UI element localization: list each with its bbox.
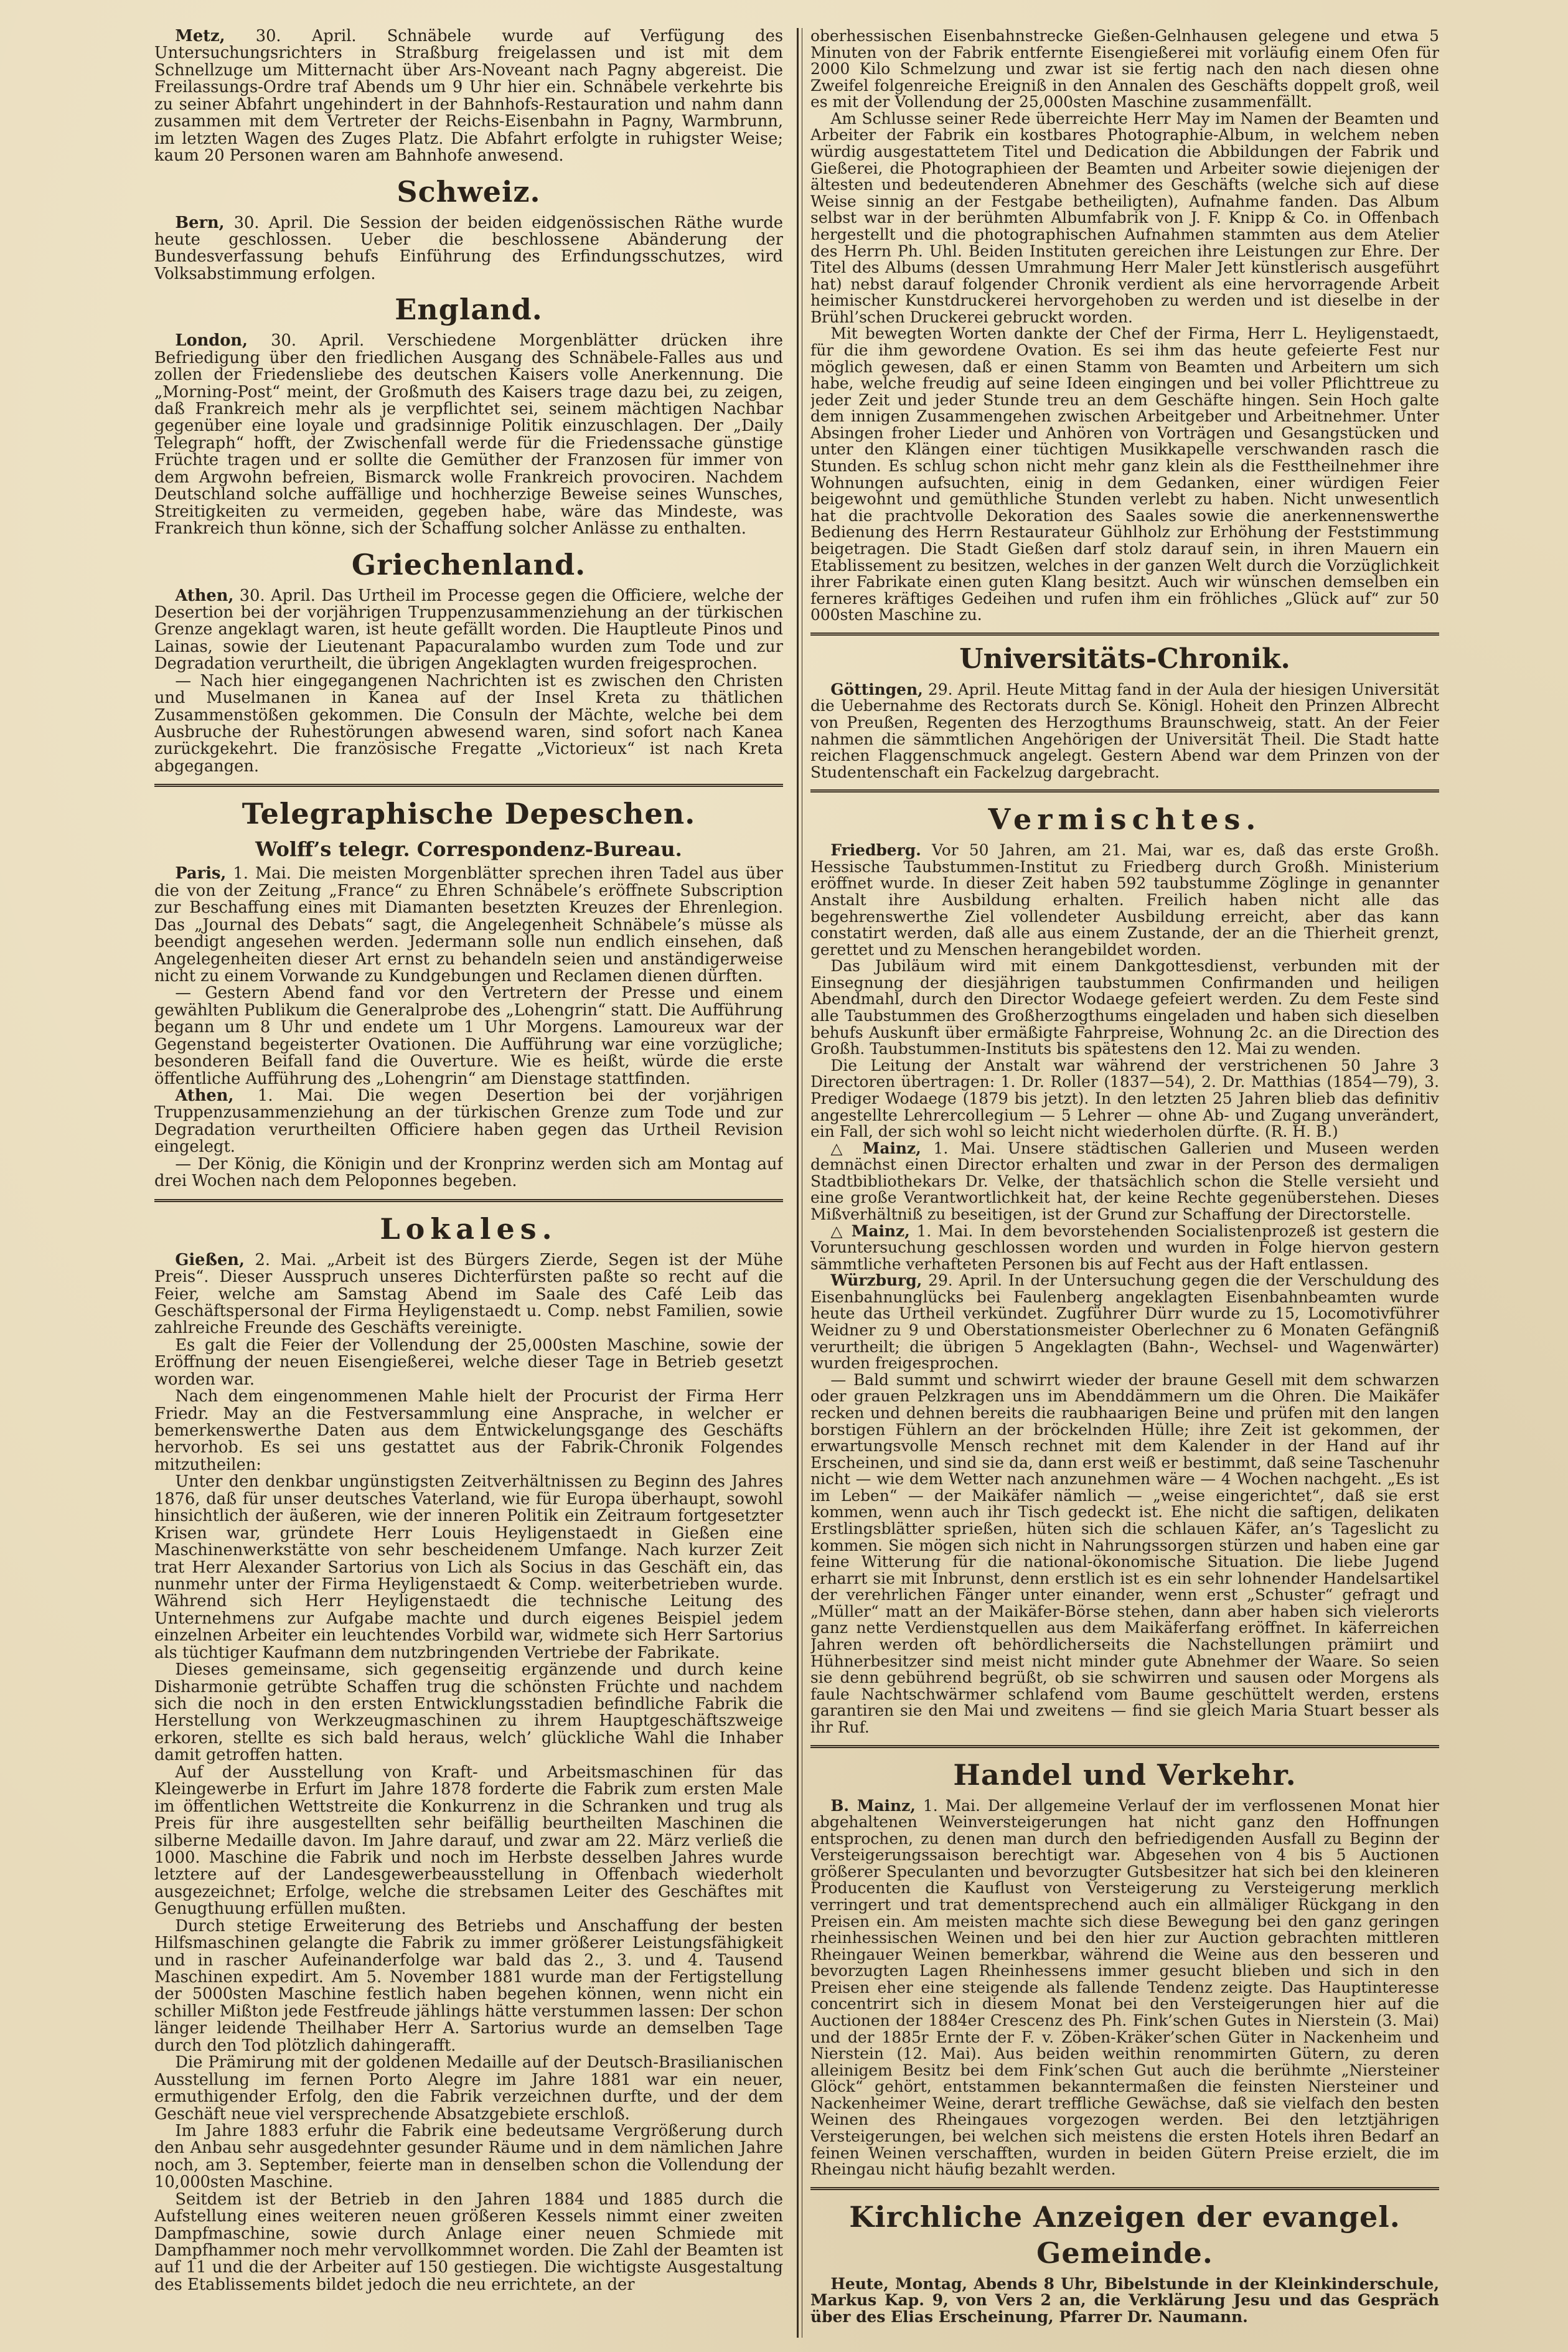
handel-paragraph <box>810 1798 1439 2178</box>
griechenland-paragraph <box>154 588 783 673</box>
vermischtes-heading: Vermischtes. <box>988 802 1262 837</box>
giessen-dateline: Gießen, <box>175 1250 245 1269</box>
telegraphische-heading: Telegraphische Depeschen. <box>242 797 696 831</box>
goettingen-dateline: Göttingen, <box>830 680 923 699</box>
vermischtes-text-6: 29. April. In der Untersuchung gegen die der Verschuldung des Eisenbahnunglücks bei Faulenberg angeklagten Eisenbahnbeamten wurde heute das Urtheil verkündet. Zugführer Dürr wurde zu 15, Locomotivführer Weidner zu 9 und Oberstationsmeister Oberlechner zu 6 Monaten Gefängniß verurtheilt; die übrigen 5 Angeklagten (Bahn-, Wechsel- und Wagenwärter) wurden freigesprochen. <box>810 1271 1439 1373</box>
vermischtes-paragraph-1 <box>810 842 1439 958</box>
lokales-paragraph-9: Im Jahre 1883 erfuhr die Fabrik eine bedeutsame Vergrößerung durch den Anbau sehr ausgedehnter gesunder Räume und in dem nämlichen Jahre noch, am 3. September, feierte man in denselben schon die Vollendung der 10,000sten Maschine. <box>154 2121 783 2192</box>
paris-text: 1. Mai. Die meisten Morgenblätter sprechen ihren Tadel aus über die von der Zeitung „France“ zu Ehren Schnäbele’s eröffnete Subscription zur Beschaffung eines mit Diamanten besetzten Kreuzes der Ehrenlegion. Das „Journal des Debats“ sagt, die Angelegenheit Schnäbele’s müsse als beendigt angesehen werden. Jedermann solle nun endlich einsehen, daß Angelegenheiten dieser Art ernst zu behandeln seien und anständigerweise nicht zu einem Vorwande zu Kundgebungen und Reclamen dienen dürften. <box>154 864 783 985</box>
lokales-cont-paragraph-2: Am Schlusse seiner Rede überreichte Herr May im Namen der Beamten und Arbeiter der Fabrik ein kostbares Photographie-Album, in welchem neben würdig ausgestattetem Titel und Dedication die Abbildungen der Fabrik und Gießerei, die Photographieen der Beamten und Arbeiter sowie diejenigen der ältesten und bedeutenderen Abnehmer des Geschäfts (welche sich auf diese Weise sinnig an der Festgabe betheiligten), Aufnahme fanden. Das Album selbst war in der berühmten Albumfabrik von J. F. Knipp & Co. in Offenbach hergestellt und die photographischen Aufnahmen stammten aus dem Atelier des Herrn Ph. Uhl. Beiden Instituten gereichen ihre Leistungen zur Ehre. Der Titel des Albums (dessen Umrahmung Herr Maler Jett künstlerisch ausgeführt hat) nebst darauf folgender Chronik verdient als eine hervorragende Arbeit heimischer Kunstdruckerei hervorgehoben zu werden und ist dieselbe in der Brühl’schen Druckerei gebruckt worden. <box>810 109 1439 326</box>
athen-text: 1. Mai. Die wegen Desertion bei der vorjährigen Truppenzusammenziehung an der türkischen Grenze zum Tode und zur Degradation verurtheilten Officiere haben gegen das Urtheil Revision eingelegt. <box>154 1086 783 1157</box>
universitaet-text: 29. April. Heute Mittag fand in der Aula der hiesigen Universität die Uebernahme des Rectorats durch Se. Königl. Hoheit den Prinzen Albrecht von Preußen, Regenten des Herzogthums Braunschweig, statt. An der Feier nahmen die sämmtlichen Angehörigen der Universität Theil. Die Stadt hatte reichen Flaggenschmuck angelegt. Gestern Abend war dem Prinzen von der Studentenschaft ein Fackelzug dargebracht. <box>810 680 1439 781</box>
right-column <box>810 28 1439 2331</box>
universitaet-paragraph <box>810 682 1439 781</box>
kirchliche-paragraph: Heute, Montag, Abends 8 Uhr, Bibelstunde in der Kleinkinderschule, Markus Kap. 9, von Vers 2 an, die Verklärung Jesu und das Gespräch über des Elias Erscheinung, Pfarrer Dr. Naumann. <box>810 2274 1439 2326</box>
england-heading: England. <box>395 293 543 327</box>
vermischtes-text-4: 1. Mai. Unsere städtischen Gallerien und Museen werden demnächst einen Director erhalten und zwar in der Person des dermaligen Stadtbibliothekars Dr. Velke, der thatsächlich schon die Stelle versieht und eine große Verantwortlichkeit hat, der keine Rechte gegenüberstehen. Dieses Mißverhältniß zu beseitigen, ist der Grund zur Schaffung der Directorstelle. <box>810 1139 1439 1223</box>
left-column <box>154 28 783 2331</box>
section-divider <box>154 784 783 787</box>
vermischtes-paragraph-4 <box>810 1141 1439 1223</box>
paris-paragraph-2: — Gestern Abend fand vor den Vertretern der Presse und einem gewählten Publikum die Generalprobe des „Lohengrin“ statt. Die Aufführung begann um 8 Uhr und endete um 1 Uhr Morgens. Lamoureux war der Gegenstand begeisterter Ovationen. Die Aufführung war eine vorzügliche; besonderen Beifall fand die Ouverture. Wie es heißt, würde die erste öffentliche Aufführung des „Lohengrin“ am Dienstage stattfinden. <box>154 984 783 1088</box>
vermischtes-text-5: 1. Mai. In dem bevorstehenden Socialistenprozeß ist gestern die Voruntersuchung geschlossen worden und wurden in Folge hiervon gestern sämmtliche verhafteten Personen bis auf Fecht aus der Haft entlassen. <box>810 1221 1439 1273</box>
lokales-paragraph-3: Nach dem eingenommenen Mahle hielt der Procurist der Firma Herr Friedr. May an die Festversammlung eine Ansprache, in welcher er bemerkenswerthe Daten aus dem Entwickelungsgange des Geschäfts hervorhob. Es sei uns gestattet aus der Fabrik-Chronik Folgendes mitzutheilen: <box>154 1387 783 1474</box>
lokales-paragraph-7: Durch stetige Erweiterung des Betriebs und Anschaffung der besten Hilfsmaschinen gelangte die Fabrik zu immer größerer Leistungsfähigkeit und in rascher Aufeinanderfolge war bald das 2., 3. und 4. Tausend Maschinen expedirt. Am 5. November 1881 wurde man der Fertigstellung der 5000sten Maschine festlich haben begehen können, wenn nicht ein schiller Mißton jede Festfreude jählings hätte verstummen lassen: Der schon länger leidende Theilhaber Herr A. Sartorius wurde an demselben Tage durch den Tod plötzlich dahingerafft. <box>154 1916 783 2055</box>
metz-text: 30. April. Schnäbele wurde auf Verfügung des Untersuchungsrichters in Straßburg freigelassen und ist mit dem Schnellzuge um Mitternacht über Ars-Noveant nach Pagny abgereist. Die Freilassungs-Ordre traf Abends um 9 Uhr hier ein. Schnäbele verkehrte bis zu seiner Abfahrt ungehindert in der Bahnhofs-Restauration und nahm dann zusammen mit dem Vertreter der Reichs-Eisenbahn in Pagny, Warmbrunn, im letzten Wagen des Zuges Platz. Die Abfahrt erfolgte in ruhigster Weise; kaum 20 Personen waren am Bahnhofe anwesend. <box>154 28 783 166</box>
schweiz-heading: Schweiz. <box>397 174 541 209</box>
handel-text: 1. Mai. Der allgemeine Verlauf der im verflossenen Monat hier abgehaltenen Weinversteigerungen hat nicht ganz den Hoffnungen entsprochen, zu denen man durch den befriedigenden Ausfall zu Beginn der Versteigerungssaison berechtigt war. Abgesehen von 4 bis 5 Auctionen größerer Speculanten und bevorzugter Gutsbesitzer hat sich bei den kleineren Producenten die Kauflust von Versteigerung zu Versteigerung merklich verringert und trat dementsprechend auch ein allmäliger Rückgang in den Preisen ein. Am meisten machte sich diese Bewegung bei den ganz geringen rheinhessischen Weinen und bei den hier zur Auction gebrachten mittleren Rheingauer Weinen bemerkbar, während die Weine aus den besseren und bevorzugten Lagen Rheinhessens immer gesucht blieben und sich in den Preisen eher eine steigende als fallende Tendenz zeigte. Das Hauptinteresse concentrirt sich in diesem Monat bei den Versteigerungen hier auf die Auctionen der 1884er Crescenz des Ph. Fink’schen Gutes in Nierstein (3. Mai) und der 1885r Ernte der F. v. Zöben-Kräker’schen Güter in Nackenheim und Nierstein (12. Mai). Aus beiden weithin renommirten Gütern, zu deren alleinigem Besitz bei dem Fink’schen Gut auch die berühmte „Niersteiner Glöck“ gehört, entstammen bekanntermaßen die feinsten Niersteiner und Nackenheimer Weine, derart treffliche Gewächse, daß sie vielfach den besten Weinen des Rheingaues vorgezogen werden. Bei den letztjährigen Versteigerungen, bei welchen sich meistens die ersten Hotels ihren Bedarf an feinen Weinen verschafften, wurden in beiden Gütern Preise erzielt, die im Rheingau nicht häufig bezahlt werden. <box>810 1796 1439 2179</box>
metz-dateline: Metz, <box>175 28 225 45</box>
athen-paragraph <box>154 1088 783 1156</box>
lokales-cont-paragraph-3: Mit bewegten Worten dankte der Chef der Firma, Herr L. Heyligenstaedt, für die ihm gewordene Ovation. Es sei ihm das heute gefeierte Fest nur möglich gewesen, daß er einen Stamm von Beamten und Arbeitern um sich habe, welche freudig auf seine Ideen eingingen und bei voller Pflichttreue zu jeder Zeit und jeder Stunde treu an dem Geschäfte hingen. Sein Hoch galte dem innigen Zusammengehen zwischen Arbeitgeber und Arbeitnehmer. Unter Absingen froher Lieder und Anhören von Vorträgen und Gesangstücken und unter den Klängen einer tüchtigen Musikkapelle verschwanden rasch die Stunden. Es schlug schon nicht mehr ganz klein als die Festtheilnehmer ihre Wohnungen aufsuchten, einig in dem Gedanken, einer würdigen Feier beigewohnt und gemüthliche Stunden verlebt zu haben. Nicht unwesentlich hat die prachtvolle Dekoration des Saales sowie die anerkennenswerthe Bedienung des Herrn Restaurateur Gühlholz zur Erhöhung der Feststimmung beigetragen. Die Stadt Gießen darf stolz darauf sein, in ihren Mauern ein Etablissement zu besitzen, welches in der ganzen Welt durch die Vorzüglichkeit ihrer Fabrikate einen guten Klang besitzt. Auch wir wünschen demselben ein ferneres kräftiges Gedeihen und rufen ihm ein fröhliches „Glück auf“ zur 50 000sten Maschine zu. <box>810 324 1439 624</box>
kirchliche-heading: Kirchliche Anzeigen der evangel. Gemeinde. <box>849 2199 1401 2270</box>
paris-dateline: Paris, <box>175 864 227 883</box>
lokales-paragraph-2: Es galt die Feier der Vollendung der 25,000sten Maschine, sowie der Eröffnung der neuen Eisengießerei, welche dieser Tage in Betrieb gesetzt worden war. <box>154 1335 783 1389</box>
vermischtes-text-1: Vor 50 Jahren, am 21. Mai, war es, daß das erste Großh. Hessische Taubstummen-Institut zu Friedberg durch Großh. Ministerium eröffnet wurde. In dieser Zeit haben 592 taubstumme Zöglinge in genannter Anstalt ihre Ausbildung erhalten. Freilich haben nicht alle das begehrenswerthe Ziel vollendeter Ausbildung erreicht, aber das kann constatirt werden, daß alle aus einem Zustande, der an die Thierheit grenzt, gerettet und zu Menschen herangebildet worden. <box>810 841 1439 959</box>
griechenland-heading: Griechenland. <box>351 547 586 581</box>
vermischtes-paragraph-7: — Bald summt und schwirrt wieder der braune Gesell mit dem schwarzen oder grauen Pelzkragen uns im Abenddämmern um die Ohren. Die Maikäfer recken und dehnen bereits die raubhaarigen Beine und prüfen mit den langen borstigen Fühlern an der bröckelnden Hülle; ihre Zeit ist gekommen, der erwartungsvolle Mensch rechnet mit dem Kalender in der Hand auf ihr Erscheinen, und sind sie da, dann erst weiß er bestimmt, daß seine Taschenuhr nicht — wie dem Wetter nach anzunehmen wäre — 4 Wochen nachgeht. „Es ist im Leben“ — der Maikäfer nämlich — „weise eingerichtet“, daß sie erst kommen, wenn auch ihr Tisch gedeckt ist. Ehe nicht die saftigen, delikaten Erstlingsblätter sprießen, hüten sich die schlauen Käfer, an’s Tageslicht zu kommen. Sie mögen sich nicht in Nahrungssorgen stürzen und haben eine gar feine Witterung für die national-ökonomische Situation. Die liebe Jugend erharrt sie mit Inbrunst, denn erstlich ist es ein sehr lohnender Handelsartikel der verehrlichen Fänger unter einander, wenn erst „Schuster“ gefragt und „Müller“ matt an der Maikäfer-Börse stehen, dann aber haben sich vielerorts ganz nette Verdienstquellen aus dem Maikäferfang eröffnet. In käferreichen Jahren werden oft behördlicherseits die Nachstellungen prämiirt und Hühnerbesitzer sind meist nicht minder gute Abnehmer der Waare. So seien sie denn gebührend begrüßt, ob sie schwirren und sausen oder Morgens als faule Nachtschwärmer schlafend vom Baume geschüttelt werden, erstens garantiren sie den Mai und zweitens — find sie gleich Maria Stuart besser als ihr Ruf. <box>810 1370 1439 1736</box>
metz-paragraph <box>154 28 783 165</box>
paris-paragraph <box>154 865 783 985</box>
athen-dateline: Athen, <box>175 586 234 605</box>
lokales-paragraph-8: Die Prämirung mit der goldenen Medaille auf der Deutsch-Brasilianischen Ausstellung im fernen Porto Alegre im Jahre 1881 war ein neuer, ermuthigender Erfolg, den die Fabrik verzeichnen durfte, und der dem Geschäft neue viel versprechende Absatzgebiete erschloß. <box>154 2053 783 2124</box>
mainz-dateline-2: △ Mainz, <box>830 1221 910 1240</box>
vermischtes-paragraph-5 <box>810 1223 1439 1273</box>
athen-dateline-2: Athen, <box>175 1086 234 1105</box>
mainz-dateline: △ Mainz, <box>830 1139 921 1157</box>
wolff-subheading: Wolff’s telegr. Correspondenz-Bureau. <box>255 837 682 862</box>
griechenland-paragraph-2: — Nach hier eingegangenen Nachrichten ist es zwischen den Christen und Muselmanen in Kanea auf der Insel Kreta zu thätlichen Zusammenstößen gekommen. Die Consuln der Mächte, welche bei dem Ausbruche der Ruhestörungen abwesend waren, sind sofort nach Kanea zurückgekehrt. Die französische Fregatte „Victorieux“ ist nach Kreta abgegangen. <box>154 671 783 776</box>
vermischtes-paragraph-2: Das Jubiläum wird mit einem Dankgottesdienst, verbunden mit der Einsegnung der diesjährigen taubstummen Confirmanden und heiligen Abendmahl, durch den Director Wodaege gefeiert werden. Zu dem Feste sind alle Taubstummen des Großherzogthums eingeladen und haben sich dieselben behufs Auskunft über ermäßigte Fahrpreise, Wohnung 2c. an die Direction des Großh. Taubstummen-Instituts bis spätestens den 12. Mai zu wenden. <box>810 957 1439 1058</box>
athen-paragraph-2: — Der König, die Königin und der Kronprinz werden sich am Montag auf drei Wochen nach dem Peloponnes begeben. <box>154 1154 783 1191</box>
lokales-cont-paragraph-1: oberhessischen Eisenbahnstrecke Gießen-Gelnhausen gelegene und etwa 5 Minuten von der Fabrik entfernte Eisengießerei mit vorläufig einem Ofen für 2000 Kilo Schmelzung und zwar ist sie fertig nach den nach diesen ohne Zweifel folgenreiche Ereigniß in den Annalen des Geschäfts doppelt groß, weil es mit der Vollendung der 25,000sten Maschine zusammenfällt. <box>810 28 1439 111</box>
schweiz-paragraph <box>154 215 783 283</box>
section-divider <box>154 1199 783 1202</box>
london-dateline: London, <box>175 331 248 350</box>
section-divider <box>810 789 1439 793</box>
lokales-paragraph-5: Dieses gemeinsame, sich gegenseitig ergänzende und durch keine Disharmonie getrübte Schaffen trug die schönsten Früchte und nachdem sich die noch in den ersten Entwicklungsstadien befindliche Fabrik die Herstellung von Werkzeugmaschinen zu ihrem Hauptgeschäftszweige erkoren, stellte es sich bald heraus, welch’ glückliche Wahl die Inhaber damit getroffen hatten. <box>154 1660 783 1765</box>
schweiz-text: 30. April. Die Session der beiden eidgenössischen Räthe wurde heute geschlossen. Ueber die beschlossene Abänderung der Bundesverfassung behufs Einführung des Erfindungsschutzes, wird Volksabstimmung erfolgen. <box>154 213 783 283</box>
england-text: 30. April. Verschiedene Morgenblätter drücken ihre Befriedigung über den friedlichen Ausgang des Schnäbele-Falles aus und zollen der Friedensliebe des deutschen Kaisers volle Anerkennung. Die „Morning-Post“ meint, der Großmuth des Kaisers trage dazu bei, zu zeigen, daß Frankreich mehr als je verpflichtet sei, seinem mächtigen Nachbar gegenüber eine loyale und gradsinnige Politik einzuschlagen. Der „Daily Telegraph“ hofft, der Zwischenfall werde für die Friedenssache günstige Früchte tragen und er sollte die Gemüther der Franzosen für immer von dem Argwohn befreien, Bismarck wolle Frankreich provociren. Nachdem Deutschland solche auffällige und hochherzige Beweise seines Wunsches, Streitigkeiten zu vermeiden, gegeben habe, wäre das Mindeste, was Frankreich thun könne, sich der Schaffung solcher Anlässe zu enthalten. <box>154 331 783 539</box>
section-divider <box>810 1745 1439 1748</box>
section-divider <box>810 633 1439 636</box>
universitaet-heading: Universitäts-Chronik. <box>959 642 1290 675</box>
lokales-paragraph-10: Seitdem ist der Betrieb in den Jahren 1884 und 1885 durch die Aufstellung eines weiteren neuen größeren Kessels nimmt einer zweiten Dampfmaschine, sowie durch Anlage einer neuen Schmiede mit Dampfhammer noch mehr vervollkommnet worden. Die Zahl der Beamten ist auf 11 und die der Arbeiter auf 150 gestiegen. Die wichtigste Ausgestaltung des Etablissements bildet jedoch die neu errichtete, an der <box>154 2190 783 2294</box>
handel-heading: Handel und Verkehr. <box>953 1757 1297 1792</box>
b-mainz-dateline: B. Mainz, <box>830 1796 916 1815</box>
england-paragraph <box>154 332 783 537</box>
lokales-paragraph-1 <box>154 1252 783 1337</box>
vermischtes-paragraph-3: Die Leitung der Anstalt war während der verstrichenen 50 Jahre 3 Directoren übertragen: 1. Dr. Roller (1837—54), 2. Dr. Matthias (1854—79), 3. Prediger Wodaege (1879 bis jetzt). In den letzten 25 Jahren blieb das definitiv angestellte Lehrercollegium — 5 Lehrer — ohne Ab- und Zugang unverändert, ein Fall, der sich wohl so leicht nicht wiederholen dürfte. (R. H. B.) <box>810 1056 1439 1141</box>
lokales-paragraph-4: Unter den denkbar ungünstigsten Zeitverhältnissen zu Beginn des Jahres 1876, daß für unser deutsches Vaterland, wie für Europa überhaupt, sowohl hinsichtlich der äußeren, wie der inneren Politik ein Zeitraum fortgesetzter Krisen war, gründete Herr Louis Heyligenstaedt in Gießen eine Maschinenwerkstätte von sehr bescheidenem Umfange. Nach kurzer Zeit trat Herr Alexander Sartorius von Lich als Socius in das Geschäft ein, das nunmehr unter der Firma Heyligenstaedt & Comp. weiterbetrieben wurde. Während sich Herr Heyligenstaedt die technische Leitung des Unternehmens zur Aufgabe machte und durch eigenes Beispiel jedem einzelnen Arbeiter ein leuchtendes Vorbild war, widmete sich Herr Sartorius als tüchtiger Kaufmann dem nutzbringenden Vertriebe der Fabrikate. <box>154 1472 783 1662</box>
lokales-heading: Lokales. <box>380 1211 558 1246</box>
griechenland-text: 30. April. Das Urtheil im Processe gegen die Officiere, welche der Desertion bei der vorjährigen Truppenzusammenziehung an der türkischen Grenze angeklagt waren, ist heute gefällt worden. Die Hauptleute Pinos und Lainas, sowie der Lieutenant Papacuralambo wurden zum Tode und zur Degradation verurtheilt, die übrigen Angeklagten wurden freigesprochen. <box>154 586 783 674</box>
lokales-paragraph-6: Auf der Ausstellung von Kraft- und Arbeitsmaschinen für das Kleingewerbe in Erfurt im Jahre 1878 forderte die Fabrik zum ersten Male im öffentlichen Wettstreite die Konkurrenz in die Schranken und trug als Preis für ihre ausgestellten sehr beifällig beurtheilten Maschinen die silberne Medaille davon. Im Jahre darauf, und zwar am 22. März verließ die 1000. Maschine die Fabrik und noch im Herbste desselben Jahres wurde letztere auf der Landesgewerbeausstellung in Offenbach wiederholt ausgezeichnet; Erfolge, welche die strebsamen Leiter des Geschäftes mit Genugthuung erfüllen mußten. <box>154 1762 783 1919</box>
lokales-text-1: 2. Mai. „Arbeit ist des Bürgers Zierde, Segen ist der Mühe Preis“. Dieser Ausspruch unseres Dichterfürsten paßte so recht auf die Feier, welche am Samstag Abend im Saale des Café Leib das Geschäftspersonal der Firma Heyligenstaedt u. Comp. nebst Familien, sowie zahlreiche Freunde des Geschäfts vereinigte. <box>154 1250 783 1338</box>
vermischtes-paragraph-6 <box>810 1272 1439 1371</box>
section-divider <box>810 2187 1439 2190</box>
friedberg-dateline: Friedberg. <box>830 841 921 860</box>
wuerzburg-dateline: Würzburg, <box>830 1271 922 1290</box>
column-rule <box>797 28 799 2338</box>
bern-dateline: Bern, <box>175 213 225 232</box>
